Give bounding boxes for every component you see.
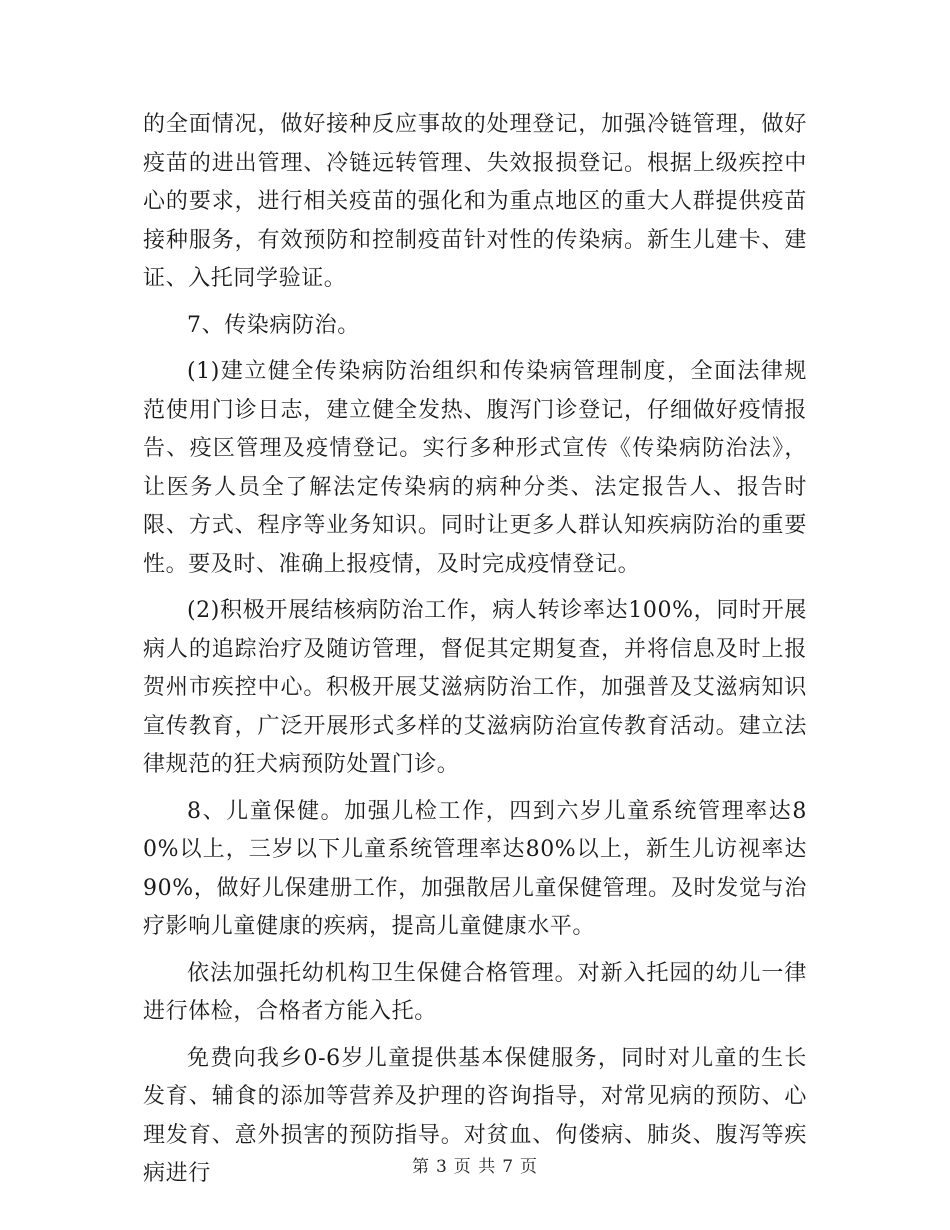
- paragraph-6: 依法加强托幼机构卫生保健合格管理。对新入托园的幼儿一律进行体检，合格者方能入托。: [143, 960, 807, 1024]
- paragraph-7: 免费向我乡0-6岁儿童提供基本保健服务，同时对儿童的生长发育、辅食的添加等营养及护理的咨询指导，对常见病的预防、心理发育、意外损害的预防指导。对贫血、佝偻病、肺炎、腹泻等疾病进行: [143, 1045, 807, 1186]
- footer-middle: 页 共: [453, 1157, 497, 1177]
- footer-page-number: 3: [435, 1157, 448, 1177]
- footer-total-pages: 7: [502, 1157, 515, 1177]
- paragraph-2: 7、传染病防治。: [187, 312, 360, 338]
- paragraph-1: 的全面情况，做好接种反应事故的处理登记，加强冷链管理，做好疫苗的进出管理、冷链远转管理、失效报损登记。根据上级疾控中心的要求，进行相关疫苗的强化和为重点地区的重大人群提供疫苗接种服务，有效预防和控制疫苗针对性的传染病。新生儿建卡、建证、入托同学验证。: [143, 112, 807, 291]
- footer-prefix: 第: [411, 1157, 430, 1177]
- paragraph-3: (1)建立健全传染病防治组织和传染病管理制度，全面法律规范使用门诊日志，建立健全发热、腹泻门诊登记，仔细做好疫情报告、疫区管理及疫情登记。实行多种形式宣传《传染病防治法》，让医务人员全了解法定传染病的病种分类、法定报告人、报告时限、方式、程序等业务知识。同时让更多人群认知疾病防治的重要性。要及时、准确上报疫情，及时完成疫情登记。: [143, 359, 807, 577]
- paragraph-5: 8、儿童保健。加强儿检工作，四到六岁儿童系统管理率达80%以上，三岁以下儿童系统管理率达80%以上，新生儿访视率达90%，做好儿保建册工作，加强散居儿童保健管理。及时发觉与治疗影响儿童健康的疾病，提高儿童健康水平。: [143, 798, 807, 939]
- document-body: [143, 106, 807, 1194]
- page-footer: [0, 1152, 950, 1177]
- footer-suffix: 页: [520, 1157, 539, 1177]
- paragraph-4: (2)积极开展结核病防治工作，病人转诊率达100%，同时开展病人的追踪治疗及随访管理，督促其定期复查，并将信息及时上报贺州市疾控中心。积极开展艾滋病防治工作，加强普及艾滋病知识宣传教育，广泛开展形式多样的艾滋病防治宣传教育活动。建立法律规范的狂犬病预防处置门诊。: [143, 598, 807, 777]
